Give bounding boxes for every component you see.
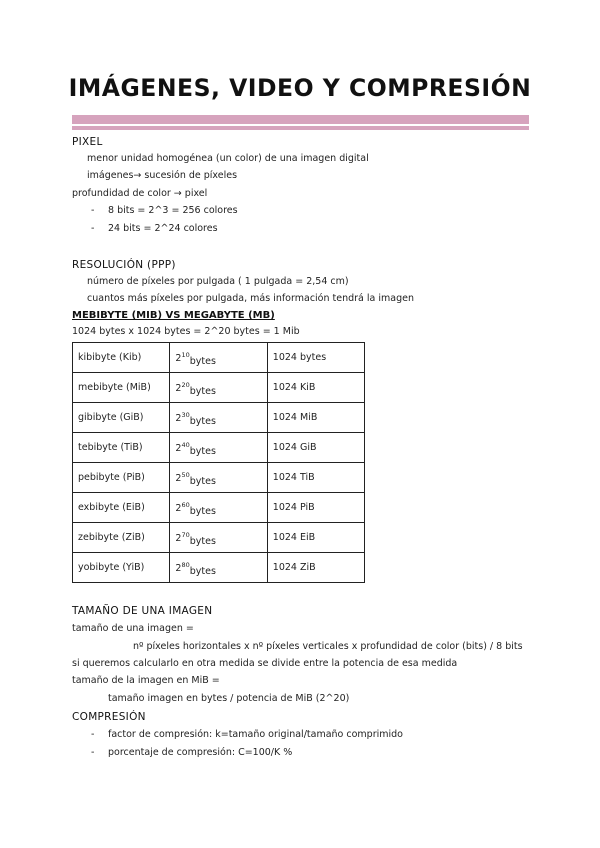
- power-exponent: 30: [181, 410, 190, 419]
- unit-name-cell: pebibyte (PiB): [73, 463, 170, 493]
- list-dash: -: [91, 223, 95, 234]
- section-heading-mebibyte: MEBIBYTE (MIB) VS MEGABYTE (MB): [72, 310, 275, 321]
- table-row: [73, 493, 365, 523]
- power-exponent: 40: [181, 440, 190, 449]
- power-unit: bytes: [189, 446, 216, 458]
- power-base: 2: [175, 443, 182, 455]
- unit-name-cell: gibibyte (GiB): [73, 403, 170, 433]
- tamano-formula-mib: tamaño imagen en bytes / potencia de MiB (2^20): [108, 693, 350, 704]
- unit-equiv-cell: 1024 EiB: [267, 523, 364, 553]
- tamano-line: tamaño de una imagen =: [72, 623, 194, 634]
- power-unit: bytes: [189, 536, 216, 548]
- list-dash: -: [91, 747, 95, 758]
- unit-name-cell: mebibyte (MiB): [73, 373, 170, 403]
- section-heading-resolucion: RESOLUCIÓN (PPP): [72, 259, 176, 271]
- power-base: 2: [175, 383, 182, 395]
- power-exponent: 10: [181, 350, 190, 359]
- unit-name-cell: yobibyte (YiB): [73, 553, 170, 583]
- power-exponent: 50: [181, 470, 190, 479]
- unit-equiv-cell: 1024 PiB: [267, 493, 364, 523]
- page-title: IMÁGENES, VIDEO Y COMPRESIÓN: [68, 74, 532, 102]
- unit-power-cell: [170, 553, 267, 583]
- units-table: [72, 342, 365, 583]
- section-heading-pixel: PIXEL: [72, 136, 103, 148]
- power-base: 2: [175, 563, 182, 575]
- list-dash: -: [91, 205, 95, 216]
- power-base: 2: [175, 503, 182, 515]
- power-unit: bytes: [189, 416, 216, 428]
- tamano-line: tamaño de la imagen en MiB =: [72, 675, 220, 686]
- power-base: 2: [175, 533, 182, 545]
- pixel-images-line: imágenes→ sucesión de píxeles: [87, 170, 238, 181]
- unit-power-cell: [170, 403, 267, 433]
- section-heading-compresion: COMPRESIÓN: [72, 711, 146, 723]
- unit-name-cell: kibibyte (Kib): [73, 343, 170, 373]
- unit-power-cell: [170, 523, 267, 553]
- power-unit: bytes: [189, 566, 216, 578]
- unit-equiv-cell: 1024 MiB: [267, 403, 364, 433]
- power-unit: bytes: [189, 506, 216, 518]
- unit-equiv-cell: 1024 GiB: [267, 433, 364, 463]
- power-exponent: 20: [181, 380, 190, 389]
- unit-equiv-cell: 1024 bytes: [267, 343, 364, 373]
- table-row: [73, 523, 365, 553]
- tamano-line: si queremos calcularlo en otra medida se divide entre la potencia de esa medida: [72, 658, 458, 669]
- unit-name-cell: exbibyte (EiB): [73, 493, 170, 523]
- pixel-color-depth: profundidad de color → pixel: [72, 188, 208, 199]
- unit-power-cell: [170, 343, 267, 373]
- unit-equiv-cell: 1024 TiB: [267, 463, 364, 493]
- compresion-bullet: factor de compresión: k=tamaño original/tamaño comprimido: [108, 729, 403, 740]
- table-row: [73, 403, 365, 433]
- pixel-bullet: 24 bits = 2^24 colores: [108, 223, 218, 234]
- power-exponent: 60: [181, 500, 190, 509]
- power-exponent: 80: [181, 560, 190, 569]
- unit-name-cell: zebibyte (ZiB): [73, 523, 170, 553]
- unit-equiv-cell: 1024 ZiB: [267, 553, 364, 583]
- power-unit: bytes: [189, 476, 216, 488]
- table-row: [73, 463, 365, 493]
- unit-power-cell: [170, 373, 267, 403]
- unit-power-cell: [170, 463, 267, 493]
- unit-power-cell: [170, 493, 267, 523]
- power-exponent: 70: [181, 530, 190, 539]
- mebibyte-formula: 1024 bytes x 1024 bytes = 2^20 bytes = 1 Mib: [72, 326, 300, 337]
- unit-equiv-cell: 1024 KiB: [267, 373, 364, 403]
- pixel-bullet: 8 bits = 2^3 = 256 colores: [108, 205, 238, 216]
- resolucion-line: cuantos más píxeles por pulgada, más información tendrá la imagen: [87, 293, 414, 304]
- section-heading-tamano: TAMAÑO DE UNA IMAGEN: [72, 605, 213, 617]
- list-dash: -: [91, 729, 95, 740]
- pixel-definition: menor unidad homogénea (un color) de una imagen digital: [87, 153, 369, 164]
- power-base: 2: [175, 473, 182, 485]
- tamano-formula: nº píxeles horizontales x nº píxeles verticales x profundidad de color (bits) / 8 bits: [133, 641, 523, 652]
- power-base: 2: [175, 353, 182, 365]
- table-row: [73, 373, 365, 403]
- unit-power-cell: [170, 433, 267, 463]
- title-underline-band-thin: [72, 126, 529, 130]
- unit-name-cell: tebibyte (TiB): [73, 433, 170, 463]
- table-row: [73, 433, 365, 463]
- title-underline-band: [72, 115, 529, 124]
- power-unit: bytes: [189, 386, 216, 398]
- power-base: 2: [175, 413, 182, 425]
- power-unit: bytes: [189, 356, 216, 368]
- table-row: [73, 553, 365, 583]
- table-row: [73, 343, 365, 373]
- compresion-bullet: porcentaje de compresión: C=100/K %: [108, 747, 293, 758]
- resolucion-line: número de píxeles por pulgada ( 1 pulgada = 2,54 cm): [87, 276, 349, 287]
